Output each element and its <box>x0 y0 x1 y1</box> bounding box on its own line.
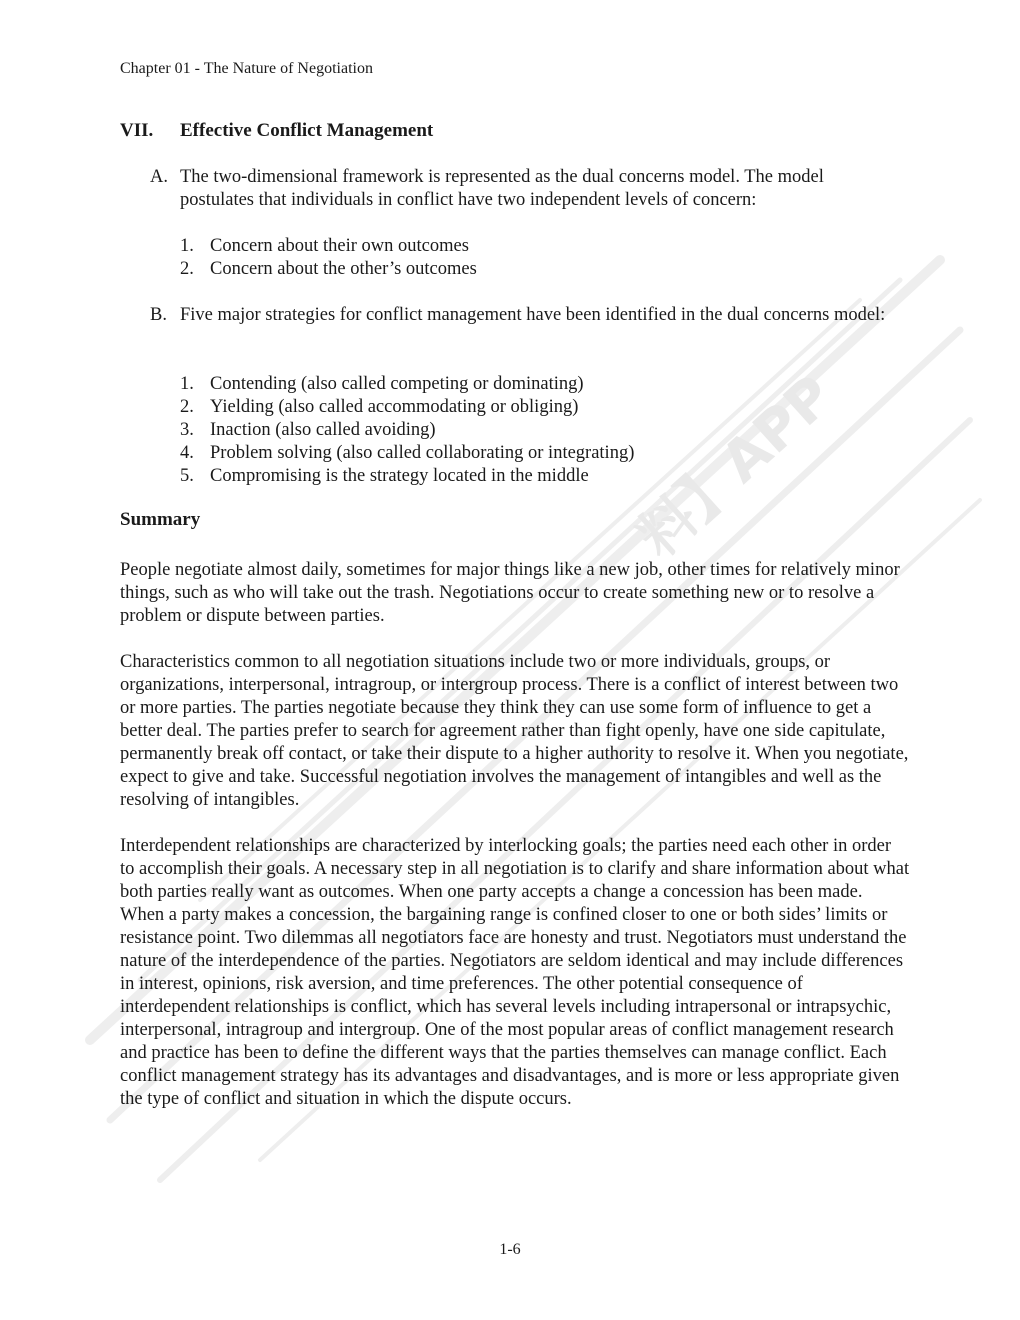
section-heading <box>120 119 433 143</box>
strategies-list <box>180 373 900 488</box>
list-item: 2. Yielding (also called accommodating or obliging) <box>180 397 579 417</box>
page-number: 1-6 <box>499 1241 521 1258</box>
outline-text-b: Five major strategies for conflict management have been identified in the dual concerns model: <box>180 305 886 325</box>
summary-paragraph-3: Interdependent relationships are characterized by interlocking goals; the parties need each other in order to accomplish their goals. A necessary step in all negotiation is to clarify and share information about what both parties really want as outcomes. When one party accepts a change a concession has been made. When a party makes a concession, the bargaining range is confined closer to one or both sides’ limits or resistance point. Two dilemmas all negotiators face are honesty and trust. Negotiators must understand the nature of the interdependence of the parties. Negotiators are seldom identical and may include differences in interest, opinions, risk aversion, and time preferences. The other potential consequence of interdependent relationships is conflict, which has several levels including intrapersonal or intrapsychic, interpersonal, intragroup and intergroup. One of the most popular areas of conflict management research and practice has been to define the different ways that the parties themselves can manage conflict. Each conflict management strategy has its advantages and disadvantages, and is more or less appropriate given the type of conflict and situation in which the dispute occurs. <box>120 836 910 1109</box>
list-item: 1. Contending (also called competing or dominating) <box>180 374 584 394</box>
concerns-list <box>180 235 900 281</box>
outline-item-a <box>150 166 890 212</box>
summary-paragraph-1: People negotiate almost daily, sometimes for major things like a new job, other times for relatively minor things, such as who will take out the trash. Negotiations occur to create something new or to resolve a problem or dispute between parties. <box>120 560 900 626</box>
outline-item-b <box>150 304 890 327</box>
outline-text-a: The two-dimensional framework is represented as the dual concerns model. The model postulates that individuals in conflict have two independent levels of concern: <box>180 167 824 210</box>
running-header: Chapter 01 - The Nature of Negotiation <box>120 60 373 77</box>
list-item: 3. Inaction (also called avoiding) <box>180 420 436 440</box>
list-item: 1. Concern about their own outcomes <box>180 236 469 256</box>
outline-marker-b: B. <box>150 305 167 325</box>
watermark-text: 料】APP <box>625 363 846 571</box>
outline-marker-a: A. <box>150 167 168 187</box>
section-title: Effective Conflict Management <box>180 120 434 141</box>
list-item: 5. Compromising is the strategy located in the middle <box>180 466 589 486</box>
list-item: 2. Concern about the other’s outcomes <box>180 259 477 279</box>
summary-paragraph-2: Characteristics common to all negotiation situations include two or more individuals, groups, or organizations, interpersonal, intragroup, or intergroup process. There is a conflict of interest between two or more parties. The parties negotiate because they think they can use some form of influence to get a better deal. The parties prefer to search for agreement rather than fight openly, have one side capitulate, permanently break off contact, or take their dispute to a higher authority to resolve it. When you negotiate, expect to give and take. Successful negotiation involves the management of intangibles and well as the resolving of intangibles. <box>120 652 909 810</box>
list-item: 4. Problem solving (also called collaborating or integrating) <box>180 443 635 463</box>
section-number: VII. <box>120 120 154 141</box>
summary-heading: Summary <box>120 509 201 530</box>
